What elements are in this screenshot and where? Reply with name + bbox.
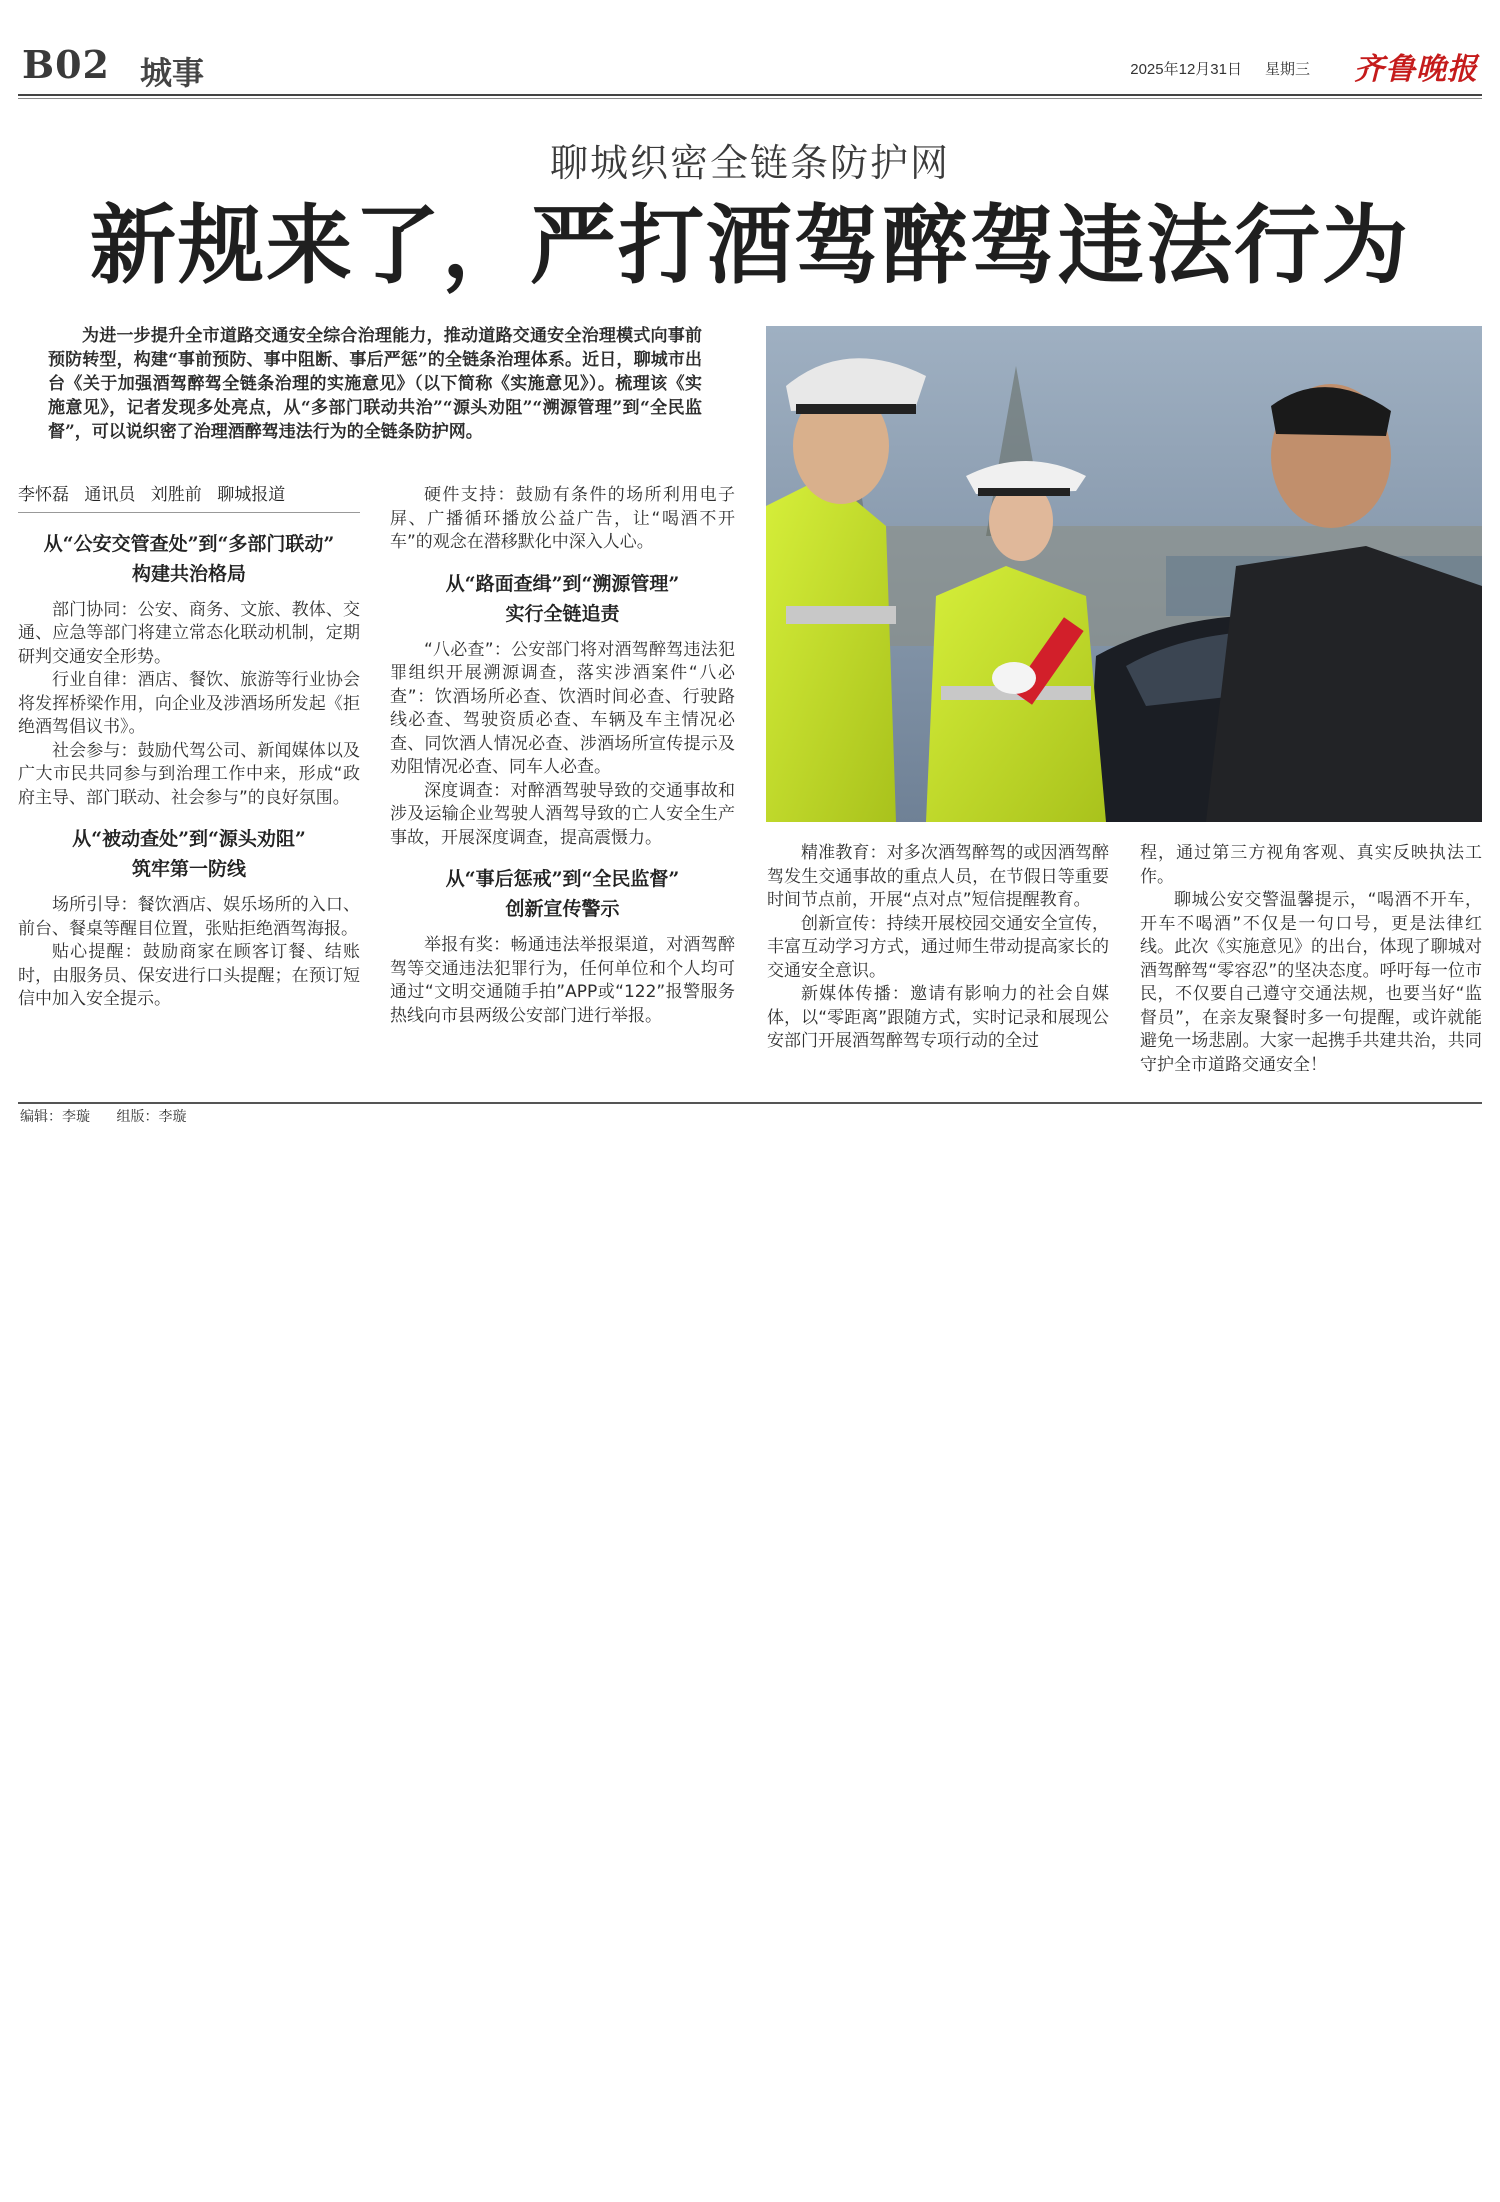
section-1-subtitle: 构建共治格局 [131, 562, 246, 585]
page-header [18, 38, 1482, 98]
section-4-title: 从“事后惩戒”到“全民监督” [445, 868, 680, 890]
section-1-title: 从“公安交管查处”到“多部门联动” [43, 532, 335, 555]
article-headline: 新规来了，严打酒驾醉驾违法行为 [90, 195, 1410, 296]
column-4 [1140, 842, 1482, 1077]
byline: 李怀磊 通讯员 刘胜前 聊城报道 [18, 484, 360, 513]
editor-credit: 编辑：李璇 [20, 1109, 90, 1125]
paragraph: 贴心提醒：鼓励商家在顾客订餐、结账时，由服务员、保安进行口头提醒；在预订短信中加入安全提示。 [18, 942, 360, 1009]
column-3 [767, 842, 1109, 1054]
paragraph: 行业自律：酒店、餐饮、旅游等行业协会将发挥桥梁作用，向企业及涉酒场所发起《拒绝酒驾倡议书》。 [18, 670, 360, 737]
header-rule-thin [18, 98, 1482, 99]
section-name: 城事 [140, 54, 205, 92]
traffic-police-breathalyzer-photo [766, 326, 1482, 822]
issue-weekday: 星期三 [1264, 60, 1310, 78]
section-heading-2 [18, 824, 360, 884]
lead-paragraph: 为进一步提升全市道路交通安全综合治理能力，推动道路交通安全治理模式向事前预防转型，构建“事前预防、事中阻断、事后严惩”的全链条治理体系。近日，聊城市出台《关于加强酒驾醉驾全链条治理的实施意见》（以下简称《实施意见》）。梳理该《实施意见》，记者发现多处亮点，从“多部门联动共治”“源头劝阻”“溯源管理”到“全民监督”，可以说织密了治理酒醉驾违法行为的全链条防护网。 [48, 326, 702, 442]
paragraph: 场所引导：餐饮酒店、娱乐场所的入口、前台、餐桌等醒目位置，张贴拒绝酒驾海报。 [18, 895, 360, 939]
section-3-subtitle: 实行全链追责 [505, 602, 620, 625]
footer-rule [18, 1102, 1482, 1104]
page-number: B02 [22, 42, 110, 87]
paragraph: 部门协同：公安、商务、文旅、教体、交通、应急等部门将建立常态化联动机制，定期研判交通安全形势。 [18, 599, 360, 667]
column-1 [18, 484, 360, 1012]
paragraph: 创新宣传：持续开展校园交通安全宣传，丰富互动学习方式，通过师生带动提高家长的交通安全意识。 [767, 913, 1109, 981]
paragraph: 举报有奖：畅通违法举报渠道，对酒驾醉驾等交通违法犯罪行为，任何单位和个人均可通过“文明交通随手拍”APP或“122”报警服务热线向市县两级公安部门进行举报。 [390, 935, 735, 1026]
paragraph: 深度调查：对醉酒驾驶导致的交通事故和涉及运输企业驾驶人酒驾导致的亡人安全生产事故，开展深度调查，提高震慑力。 [390, 780, 735, 848]
section-heading-3 [390, 569, 735, 629]
news-photo [766, 326, 1482, 822]
paragraph: 硬件支持：鼓励有条件的场所利用电子屏、广播循环播放公益广告，让“喝酒不开车”的观念在潜移默化中深入人心。 [390, 485, 735, 552]
section-3-title: 从“路面查缉”到“溯源管理” [445, 572, 680, 595]
paragraph: 新媒体传播：邀请有影响力的社会自媒体，以“零距离”跟随方式，实时记录和展现公安部门开展酒驾醉驾专项行动的全过 [767, 984, 1109, 1051]
page-footer [20, 1106, 208, 1126]
paragraph: 聊城公安交警温馨提示，“喝酒不开车，开车不喝酒”不仅是一句口号，更是法律红线。此次《实施意见》的出台，体现了聊城对酒驾醉驾“零容忍”的坚决态度。呼吁每一位市民，不仅要自己遵守交通法规，也要当好“监督员”，在亲友聚餐时多一句提醒，或许就能避免一场悲剧。大家一起携手共建共治，共同守护全市道路交通安全！ [1140, 890, 1482, 1075]
header-rule [18, 94, 1482, 96]
section-2-title: 从“被动查处”到“源头劝阻” [72, 828, 306, 850]
column-2 [390, 484, 735, 1028]
paragraph: 社会参与：鼓励代驾公司、新闻媒体以及广大市民共同参与到治理工作中来，形成“政府主导、部门联动、社会参与”的良好氛围。 [18, 740, 360, 808]
newspaper-logo: 齐鲁晚报 [1354, 52, 1478, 87]
layout-credit: 组版：李璇 [116, 1109, 187, 1125]
section-heading-1 [18, 529, 360, 589]
paragraph: 精准教育：对多次酒驾醉驾的或因酒驾醉驾发生交通事故的重点人员，在节假日等重要时间节点前，开展“点对点”短信提醒教育。 [767, 843, 1109, 910]
section-heading-4 [390, 864, 735, 924]
section-4-subtitle: 创新宣传警示 [505, 898, 620, 920]
article-lead [48, 324, 702, 444]
paragraph: 程，通过第三方视角客观、真实反映执法工作。 [1140, 843, 1482, 887]
issue-date: 2025年12月31日 [1130, 61, 1242, 78]
paragraph: “八必查”：公安部门将对酒驾醉驾违法犯罪组织开展溯源调查，落实涉酒案件“八必查”：饮酒场所必查、饮酒时间必查、行驶路线必查、驾驶资质必查、车辆及车主情况必查、同饮酒人情况必查、涉酒场所宣传提示及劝阻情况必查、同车人必查。 [390, 639, 735, 777]
section-2-subtitle: 筑牢第一防线 [131, 858, 246, 880]
article-kicker: 聊城织密全链条防护网 [549, 141, 950, 185]
